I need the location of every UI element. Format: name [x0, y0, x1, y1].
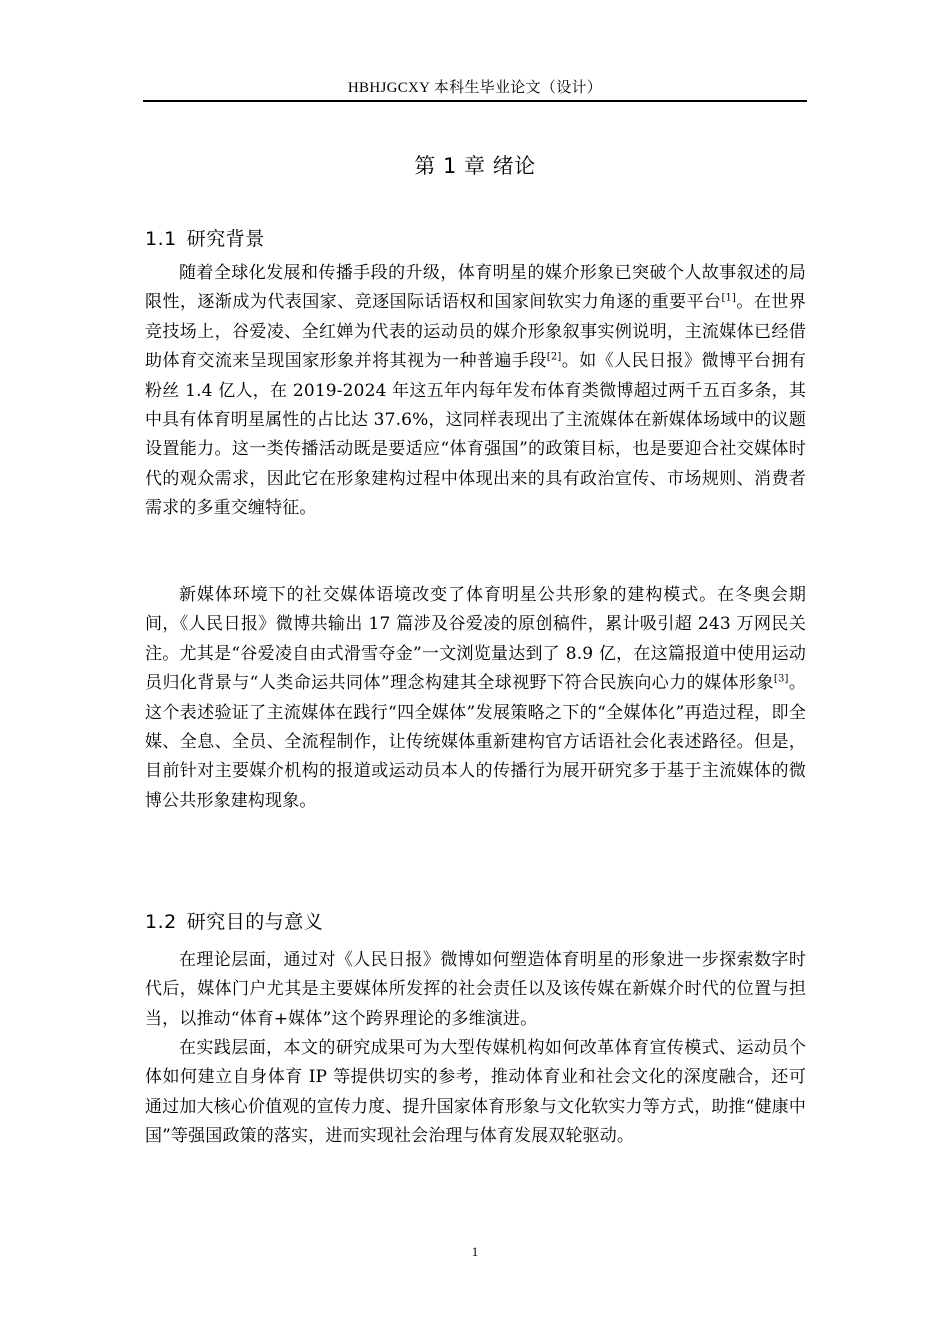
page-number: 1 — [471, 1244, 479, 1259]
header-rule — [143, 100, 807, 102]
running-header: HBHJGCXY 本科生毕业论文（设计） — [347, 80, 603, 96]
section-heading-1-1 — [145, 224, 265, 251]
paragraph-text: 新媒体环境下的社交媒体语境改变了体育明星公共形象的建构模式。在冬奥会期间，《人民日报》微博共输出 17 篇涉及谷爱凌的原创稿件，累计吸引超 243 万网民关注。尤其是“谷爱凌自由式滑雪夺金”一文浏览量达到了 8.9 亿，在这篇报道中使用运动员归化背景与“人类命运共同体”理念构建其全球视野下符合民族向心力的媒体形象 — [145, 585, 806, 694]
paragraph-text: 。如《人民日报》微博平台拥有粉丝 1.4 亿人，在 2019-2024 年这五年内每年发布体育类微博超过两千五百多条，其中具有体育明星属性的占比达 37.6%，这同样表现出了主流媒体在新媒体场域中的议题设置能力。这一类传播活动既是要适应“体育强国”的政策目标，也是要迎合社交媒体时代的观众需求，因此它在形象建构过程中体现出来的具有政治宣传、市场规则、消费者需求的多重交缠特征。 — [145, 351, 806, 519]
paragraph-text: 。这个表述验证了主流媒体在践行“四全媒体”发展策略之下的“全媒体化”再造过程，即全媒、全息、全员、全流程制作，让传统媒体重新建构官方话语社会化表述路径。但是，目前针对主要媒介机构的报道或运动员本人的传播行为展开研究多于基于主流媒体的微博公共形象建构现象。 — [145, 673, 806, 811]
paragraph-text: 。在世界竞技场上，谷爱凌、全红婵为代表的运动员的媒介形象叙事实例说明，主流媒体已经借助体育交流来呈现国家形象并将其视为一种普遍手段 — [145, 292, 806, 372]
section-number: 1.2 — [145, 911, 177, 933]
section-title-text: 研究背景 — [186, 228, 265, 250]
paragraph-text: 随着全球化发展和传播手段的升级，体育明星的媒介形象已突破个人故事叙述的局限性，逐渐成为代表国家、竞逐国际话语权和国家间软实力角逐的重要平台 — [145, 263, 806, 313]
section-number: 1.1 — [145, 228, 177, 250]
section-title-text: 研究目的与意义 — [186, 911, 324, 933]
body-paragraph — [145, 1034, 806, 1152]
citation-marker: [2] — [546, 351, 562, 363]
paragraph-text: 在理论层面，通过对《人民日报》微博如何塑造体育明星的形象进一步探索数字时代后，媒体门户尤其是主要媒体所发挥的社会责任以及该传媒在新媒介时代的位置与担当，以推动“体育+媒体”这个跨界理论的多维演进。 — [145, 950, 806, 1029]
body-paragraph — [145, 581, 806, 816]
body-paragraph — [145, 946, 806, 1034]
body-paragraph — [145, 259, 806, 524]
citation-marker: [1] — [721, 292, 737, 304]
chapter-title: 第 1 章 绪论 — [414, 154, 536, 178]
paragraph-text: 在实践层面，本文的研究成果可为大型传媒机构如何改革体育宣传模式、运动员个体如何建立自身体育 IP 等提供切实的参考，推动体育业和社会文化的深度融合，还可通过加大核心价值观的宣传力度、提升国家体育形象与文化软实力等方式，助推“健康中国”等强国政策的落实，进而实现社会治理与体育发展双轮驱动。 — [145, 1038, 806, 1147]
citation-marker: [3] — [773, 673, 789, 685]
section-heading-1-2 — [145, 907, 323, 934]
